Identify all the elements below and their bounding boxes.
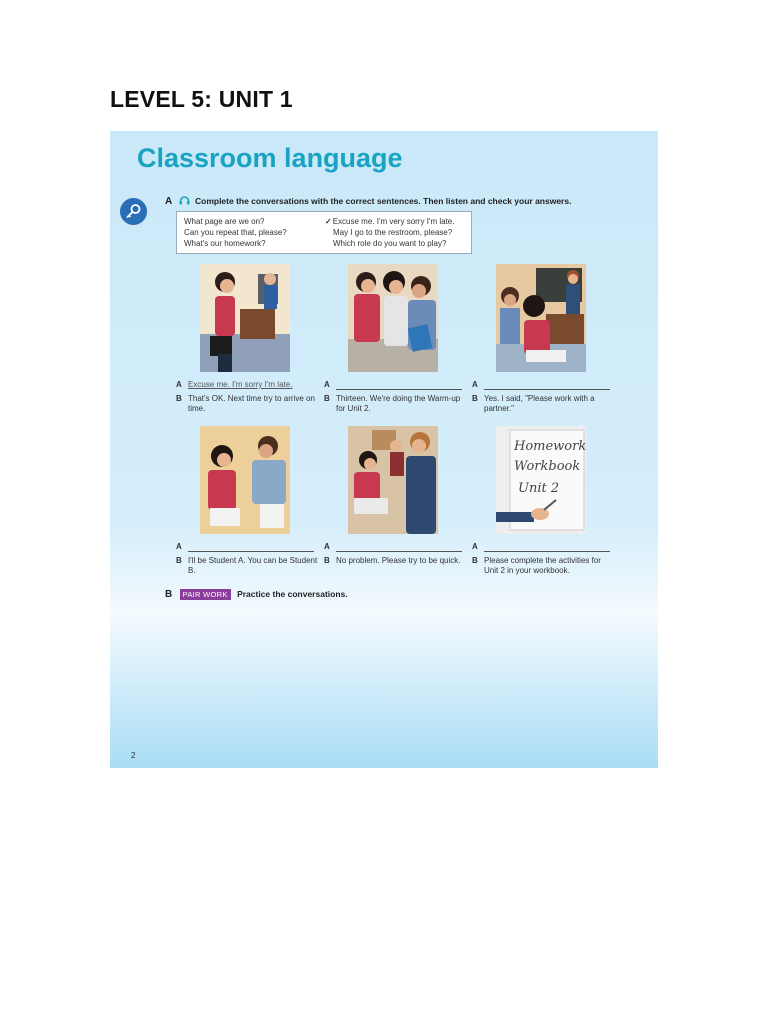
illustration-teacher-board: [496, 264, 586, 372]
answer-filled: Excuse me. I'm sorry I'm late.: [188, 380, 293, 389]
speaker-b-text: That's OK. Next time try to arrive on time.: [188, 394, 315, 413]
speaker-b-label: B: [472, 394, 478, 403]
sentence-box: [176, 211, 472, 254]
speaker-b-label: B: [324, 394, 330, 403]
answer-blank[interactable]: [336, 389, 462, 390]
answer-blank[interactable]: [484, 389, 610, 390]
speaker-a-label: A: [472, 380, 478, 389]
speaker-a-label: A: [176, 542, 182, 551]
sentence-option: What page are we on?: [184, 217, 265, 226]
answer-blank[interactable]: [188, 551, 314, 552]
part-b-text: Practice the conversations.: [237, 589, 348, 599]
illustration-students-book: [348, 264, 438, 372]
speaker-b-label: B: [176, 556, 182, 565]
speaker-a-label: A: [324, 542, 330, 551]
sentence-column-2: [325, 216, 454, 249]
page-heading: Classroom language: [137, 143, 403, 173]
speaker-b-text: No problem. Please try to be quick.: [336, 556, 461, 565]
answer-blank[interactable]: [484, 551, 610, 552]
sentence-column-1: [184, 216, 287, 249]
speaker-b-text: Yes. I said, "Please work with a partner.": [484, 394, 595, 413]
check-mark-icon: ✓: [325, 217, 332, 226]
page-number: 2: [131, 751, 136, 760]
sentence-option: May I go to the restroom, please?: [333, 228, 453, 237]
illustration-late-student: [200, 264, 290, 372]
speaker-a-label: A: [472, 542, 478, 551]
conversation-5: [324, 542, 474, 582]
illustration-restroom-request: [348, 426, 438, 534]
sentence-option-text: Excuse me. I'm very sorry I'm late.: [332, 217, 455, 226]
answer-blank[interactable]: [336, 551, 462, 552]
speaker-b-label: B: [176, 394, 182, 403]
conversation-6: [472, 542, 622, 582]
sentence-option: Which role do you want to play?: [333, 239, 447, 248]
speaker-a-label: A: [176, 380, 182, 389]
conversation-3: [472, 380, 622, 420]
magnifier-key-icon: [118, 196, 149, 227]
part-b-letter: B: [165, 589, 173, 600]
part-a-letter: A: [165, 196, 173, 207]
speaker-b-text: Thirteen. We're doing the Warm-up for Unit 2.: [336, 394, 461, 413]
whiteboard-line-3: Unit 2: [518, 481, 560, 496]
speaker-b-text: Please complete the activities for Unit 2 in your workbook.: [484, 556, 601, 575]
part-b-instruction: [165, 589, 348, 600]
document-title: LEVEL 5: UNIT 1: [110, 86, 293, 112]
conversation-4: [176, 542, 326, 582]
sentence-option: What's our homework?: [184, 239, 266, 248]
sentence-option-checked: [325, 216, 454, 227]
conversation-2: [324, 380, 474, 420]
headphones-icon: [179, 196, 190, 205]
illustration-homework-whiteboard: [496, 426, 586, 534]
speaker-b-text: I'll be Student A. You can be Student B.: [188, 556, 318, 575]
speaker-a-label: A: [324, 380, 330, 389]
textbook-page: [110, 131, 658, 768]
speaker-b-label: B: [324, 556, 330, 565]
part-a-instruction: [165, 196, 571, 207]
instruction-text: Complete the conversations with the correct sentences. Then listen and check your answers.: [194, 196, 572, 206]
sentence-option: Can you repeat that, please?: [184, 228, 287, 237]
conversation-1: [176, 380, 326, 420]
speaker-b-label: B: [472, 556, 478, 565]
pair-work-tag: PAIR WORK: [180, 589, 231, 600]
whiteboard-line-2: Workbook: [514, 459, 581, 474]
whiteboard-line-1: Homework: [514, 439, 586, 454]
illustration-role-play: [200, 426, 290, 534]
